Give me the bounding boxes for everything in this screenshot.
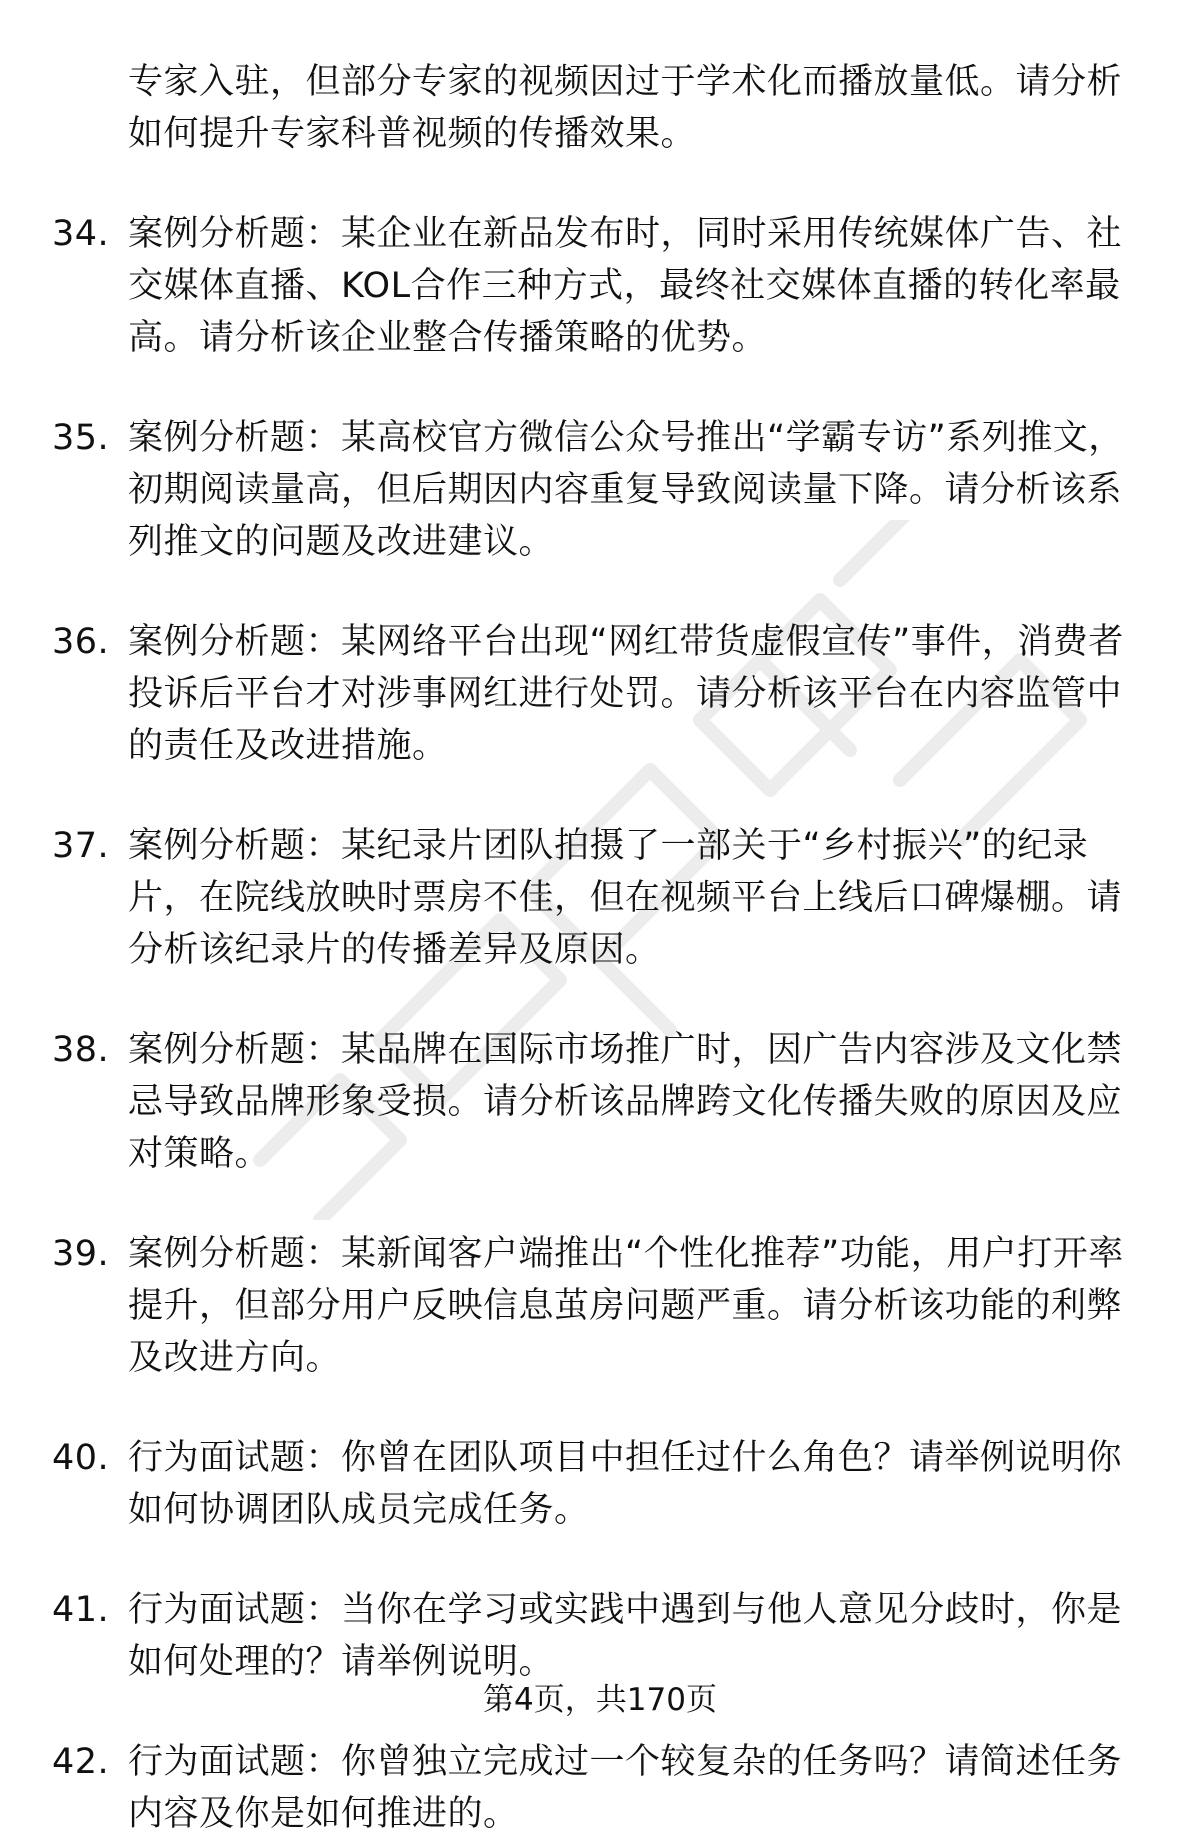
question-number: 42.	[52, 1742, 110, 1782]
question-text: 行为面试题：你曾在团队项目中担任过什么角色？请举例说明你如何协调团队成员完成任务。	[128, 1438, 1123, 1530]
question-text: 行为面试题：你曾独立完成过一个较复杂的任务吗？请简述任务内容及你是如何推进的。	[128, 1742, 1123, 1834]
list-item	[0, 412, 1138, 568]
list-item	[0, 1736, 1138, 1840]
question-list	[0, 208, 1200, 1840]
list-item	[0, 1228, 1138, 1384]
question-number: 38.	[52, 1030, 110, 1070]
continued-paragraph: 专家入驻，但部分专家的视频因过于学术化而播放量低。请分析如何提升专家科普视频的传播效果。	[128, 62, 1123, 154]
list-item	[0, 1024, 1138, 1180]
question-number: 36.	[52, 622, 110, 662]
question-number: 34.	[52, 214, 110, 254]
list-item	[0, 820, 1138, 976]
question-number: 37.	[52, 826, 110, 866]
list-item	[0, 616, 1138, 772]
page-footer: 第4页，共170页	[483, 1682, 717, 1718]
question-text: 案例分析题：某企业在新品发布时，同时采用传统媒体广告、社交媒体直播、KOL合作三种方式，最终社交媒体直播的转化率最高。请分析该企业整合传播策略的优势。	[128, 214, 1123, 358]
list-item	[0, 1584, 1138, 1688]
list-item	[0, 208, 1138, 364]
question-text: 案例分析题：某品牌在国际市场推广时，因广告内容涉及文化禁忌导致品牌形象受损。请分析该品牌跨文化传播失败的原因及应对策略。	[128, 1030, 1123, 1174]
question-text: 案例分析题：某纪录片团队拍摄了一部关于“乡村振兴”的纪录片，在院线放映时票房不佳，但在视频平台上线后口碑爆棚。请分析该纪录片的传播差异及原因。	[128, 826, 1123, 970]
question-text: 案例分析题：某高校官方微信公众号推出“学霸专访”系列推文，初期阅读量高，但后期因内容重复导致阅读量下降。请分析该系列推文的问题及改进建议。	[128, 418, 1124, 562]
list-item	[0, 1432, 1138, 1536]
document-body	[0, 56, 1200, 1840]
question-number: 41.	[52, 1590, 110, 1630]
question-number: 35.	[52, 418, 110, 458]
question-text: 案例分析题：某网络平台出现“网红带货虚假宣传”事件，消费者投诉后平台才对涉事网红进行处罚。请分析该平台在内容监管中的责任及改进措施。	[128, 622, 1124, 766]
question-number: 39.	[52, 1234, 110, 1274]
question-number: 40.	[52, 1438, 110, 1478]
question-text: 案例分析题：某新闻客户端推出“个性化推荐”功能，用户打开率提升，但部分用户反映信息茧房问题严重。请分析该功能的利弊及改进方向。	[128, 1234, 1124, 1378]
question-text: 行为面试题：当你在学习或实践中遇到与他人意见分歧时，你是如何处理的？请举例说明。	[128, 1590, 1123, 1682]
